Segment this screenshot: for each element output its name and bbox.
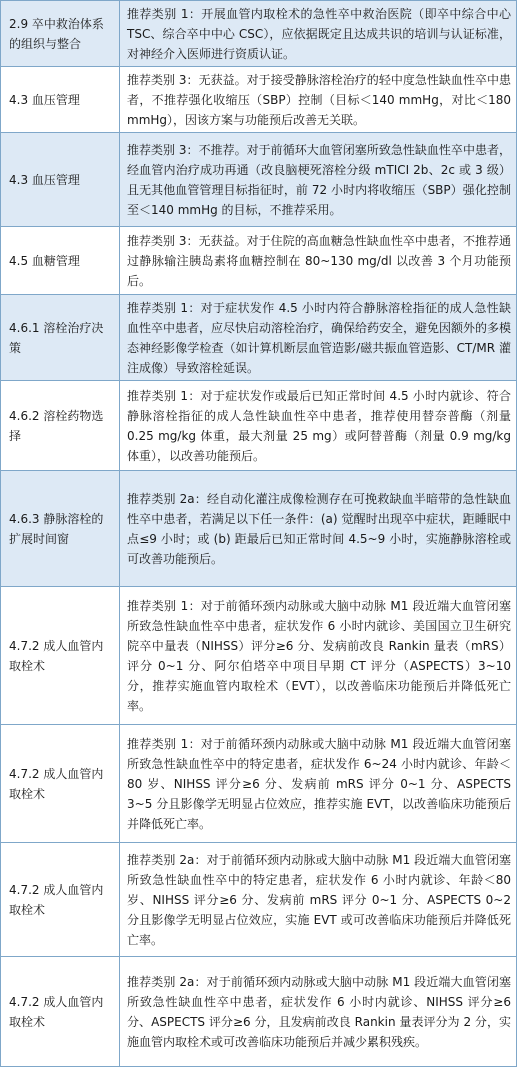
recommendation-cell: 推荐类别 1：对于前循环颈内动脉或大脑中动脉 M1 段近端大血管闭塞所致急性缺血性卒中的特定患者，症状发作 6~24 小时内就诊、年龄＜80 岁、NIHSS 评分≥6 分、发病前 mRS 评分 0~1 分、ASPECTS 3~5 分且影像学无明显占位效应，推荐实施 EVT，以改善临床功能预后并降低死亡率。 (120, 725, 517, 843)
recommendation-cell: 推荐类别 2a：对于前循环颈内动脉或大脑中动脉 M1 段近端大血管闭塞所致急性缺血性卒中的特定患者，症状发作 6 小时内就诊、年龄＜80 岁、NIHSS 评分≥6 分、发病前 mRS 评分 0~1 分、ASPECTS 0~2 分且影像学无明显占位效应，实施 EVT 或可改善临床功能预后并降低死亡率。 (120, 843, 517, 957)
table-row (1, 295, 517, 381)
topic-cell: 4.5 血糖管理 (1, 227, 120, 295)
recommendation-cell: 推荐类别 1：对于症状发作 4.5 小时内符合静脉溶栓指征的成人急性缺血性卒中患者，应尽快启动溶栓治疗，确保给药安全，避免因额外的多模态神经影像学检查（如计算机断层血管造影/磁共振血管造影、CT/MR 灌注成像）导致溶栓延误。 (120, 295, 517, 381)
recommendation-cell: 推荐类别 2a：经自动化灌注成像检测存在可挽救缺血半暗带的急性缺血性卒中患者，若满足以下任一条件：(a) 觉醒时出现卒中症状，距睡眠中点≤9 小时；或 (b) 距最后已知正常时间 4.5~9 小时，实施静脉溶栓或可改善功能预后。 (120, 471, 517, 587)
topic-cell: 4.3 血压管理 (1, 133, 120, 227)
table-row (1, 725, 517, 843)
table-row (1, 471, 517, 587)
table-row (1, 1, 517, 67)
recommendation-cell: 推荐类别 1：对于前循环颈内动脉或大脑中动脉 M1 段近端大血管闭塞所致急性缺血性卒中患者，症状发作 6 小时内就诊、美国国立卫生研究院卒中量表（NIHSS）评分≥6 分、发病前改良 Rankin 量表（mRS）评分 0~1 分、阿尔伯塔卒中项目早期 CT 评分（ASPECTS）3~10 分，推荐实施血管内取栓术（EVT），以改善临床功能预后并降低死亡率。 (120, 587, 517, 725)
topic-cell: 4.3 血压管理 (1, 67, 120, 133)
table-row (1, 67, 517, 133)
topic-cell: 4.7.2 成人血管内取栓术 (1, 725, 120, 843)
topic-cell: 4.6.1 溶栓治疗决策 (1, 295, 120, 381)
topic-cell: 2.9 卒中救治体系的组织与整合 (1, 1, 120, 67)
table-row (1, 587, 517, 725)
table-row (1, 957, 517, 1067)
recommendation-cell: 推荐类别 3：不推荐。对于前循环大血管闭塞所致急性缺血性卒中患者，经血管内治疗成功再通（改良脑梗死溶栓分级 mTICI 2b、2c 或 3 级）且无其他血管管理目标指征时，前 72 小时内将收缩压（SBP）强化控制至＜140 mmHg 的目标，不推荐采用。 (120, 133, 517, 227)
table-row (1, 133, 517, 227)
topic-cell: 4.7.2 成人血管内取栓术 (1, 843, 120, 957)
table-row (1, 227, 517, 295)
recommendation-cell: 推荐类别 3：无获益。对于住院的高血糖急性缺血性卒中患者，不推荐通过静脉输注胰岛素将血糖控制在 80~130 mg/dl 以改善 3 个月功能预后。 (120, 227, 517, 295)
table-row (1, 381, 517, 471)
recommendation-cell: 推荐类别 3：无获益。对于接受静脉溶栓治疗的轻中度急性缺血性卒中患者，不推荐强化收缩压（SBP）控制（目标＜140 mmHg，对比＜180 mmHg），因该方案与功能预后改善无关联。 (120, 67, 517, 133)
recommendation-cell: 推荐类别 1：对于症状发作或最后已知正常时间 4.5 小时内就诊、符合静脉溶栓指征的成人急性缺血性卒中患者，推荐使用替奈普酶（剂量 0.25 mg/kg 体重，最大剂量 25 mg）或阿替普酶（剂量 0.9 mg/kg 体重），以改善功能预后。 (120, 381, 517, 471)
recommendation-cell: 推荐类别 2a：对于前循环颈内动脉或大脑中动脉 M1 段近端大血管闭塞所致急性缺血性卒中患者，症状发作 6 小时内就诊、NIHSS 评分≥6 分、ASPECTS 评分≥6 分，且发病前改良 Rankin 量表评分为 2 分，实施血管内取栓术或可改善临床功能预后并减少累积残疾。 (120, 957, 517, 1067)
topic-cell: 4.7.2 成人血管内取栓术 (1, 587, 120, 725)
table-row (1, 843, 517, 957)
topic-cell: 4.6.2 溶栓药物选择 (1, 381, 120, 471)
topic-cell: 4.6.3 静脉溶栓的扩展时间窗 (1, 471, 120, 587)
topic-cell: 4.7.2 成人血管内取栓术 (1, 957, 120, 1067)
recommendation-cell: 推荐类别 1：开展血管内取栓术的急性卒中救治医院（即卒中综合中心 TSC、综合卒中中心 CSC），应依据既定且达成共识的培训与认证标准，对神经介入医师进行资质认证。 (120, 1, 517, 67)
